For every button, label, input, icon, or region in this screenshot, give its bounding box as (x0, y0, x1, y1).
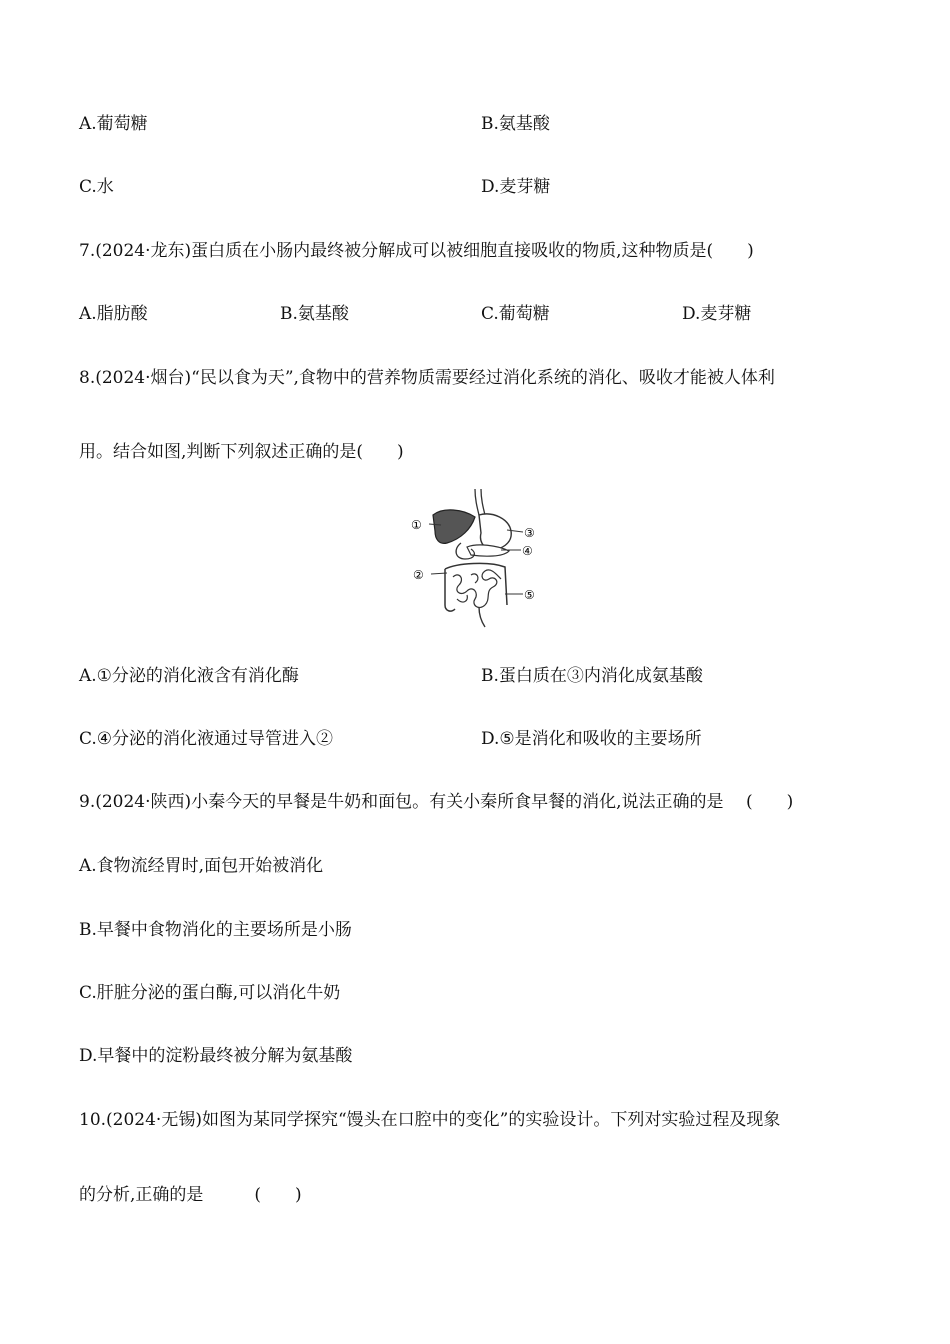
q8-option-b: B.蛋白质在③内消化成氨基酸 (481, 666, 703, 686)
q8-option-d: D.⑤是消化和吸收的主要场所 (481, 729, 702, 749)
q9-option-d: D.早餐中的淀粉最终被分解为氨基酸 (79, 1046, 353, 1066)
q9-option-b: B.早餐中食物消化的主要场所是小肠 (79, 920, 352, 940)
q6-option-d: D.麦芽糖 (481, 177, 551, 197)
liver-shape (433, 510, 475, 543)
q10-stem-line1: 10.(2024·无锡)如图为某同学探究“馒头在口腔中的变化”的实验设计。下列对实验过程及现象 (79, 1110, 781, 1130)
figure-label-4: ④ (522, 544, 533, 558)
small-intestine-shape (453, 570, 501, 608)
stomach-shape (479, 514, 511, 549)
q8-stem-line1: 8.(2024·烟台)“民以食为天”,食物中的营养物质需要经过消化系统的消化、吸收才能被人体利 (79, 368, 775, 388)
q6-option-b: B.氨基酸 (481, 114, 550, 134)
q7-option-d: D.麦芽糖 (682, 304, 752, 324)
q7-option-a: A.脂肪酸 (79, 304, 148, 324)
figure-label-5: ⑤ (524, 588, 535, 602)
q8-option-c: C.④分泌的消化液通过导管进入② (79, 729, 334, 749)
figure-label-2: ② (413, 568, 424, 582)
q8-option-a: A.①分泌的消化液含有消化酶 (79, 666, 299, 686)
figure-label-3: ③ (524, 526, 535, 540)
q7-option-b: B.氨基酸 (280, 304, 349, 324)
q8-stem-line2: 用。结合如图,判断下列叙述正确的是( ) (79, 442, 404, 462)
q7-stem: 7.(2024·龙东)蛋白质在小肠内最终被分解成可以被细胞直接吸收的物质,这种物质是( ) (79, 241, 754, 261)
q6-option-a: A.葡萄糖 (79, 114, 148, 134)
q6-option-c: C.水 (79, 177, 114, 197)
q9-option-a: A.食物流经胃时,面包开始被消化 (79, 856, 324, 876)
q9-option-c: C.肝脏分泌的蛋白酶,可以消化牛奶 (79, 983, 341, 1003)
q10-stem-line2: 的分析,正确的是 ( ) (79, 1185, 302, 1205)
q9-stem: 9.(2024·陕西)小秦今天的早餐是牛奶和面包。有关小秦所食早餐的消化,说法正确的是 ( ) (79, 792, 794, 812)
digestive-system-figure (405, 487, 545, 629)
figure-label-1: ① (411, 518, 422, 532)
q7-option-c: C.葡萄糖 (481, 304, 550, 324)
